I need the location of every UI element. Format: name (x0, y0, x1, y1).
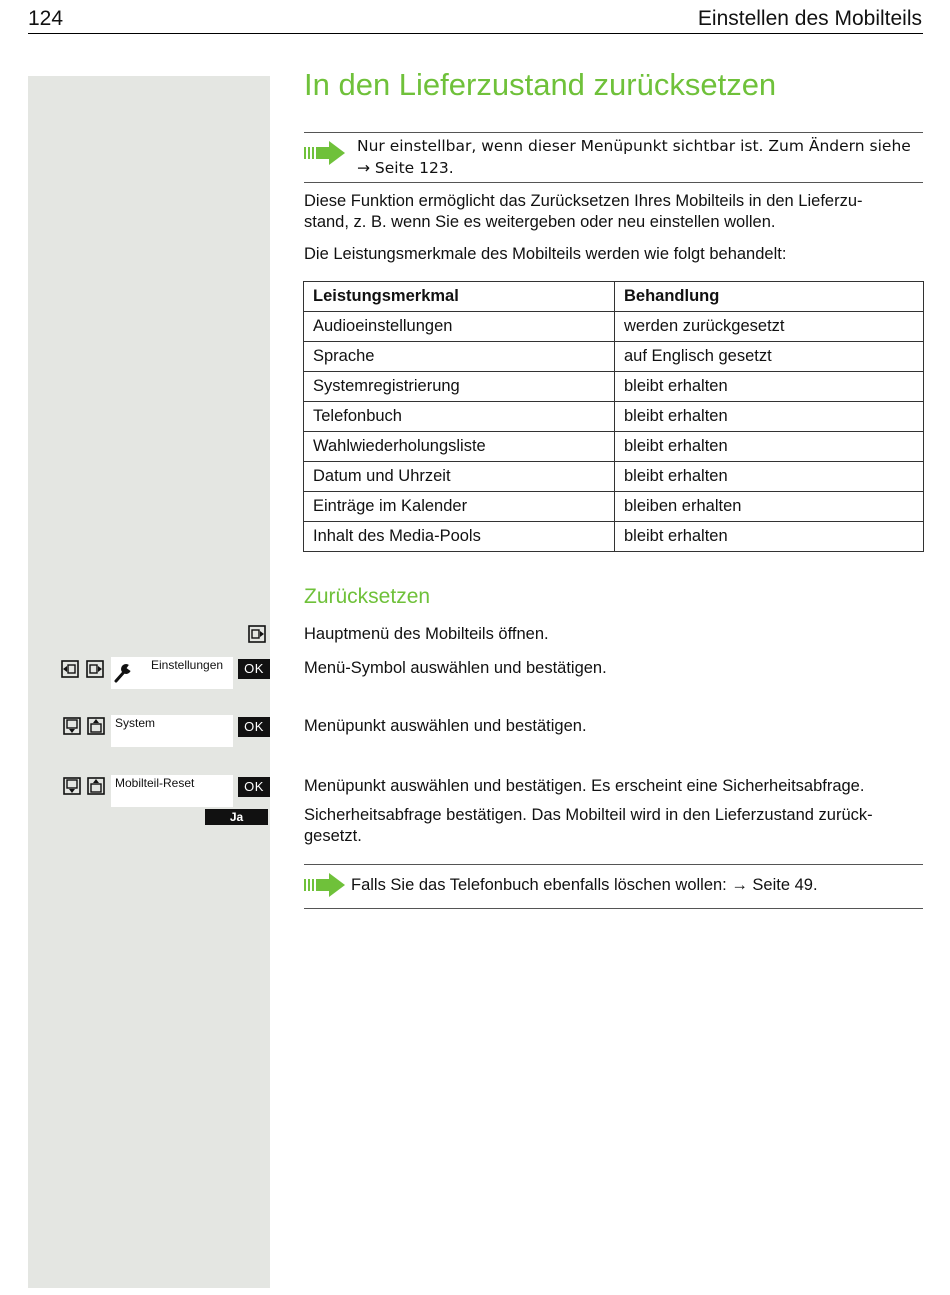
intro-paragraph: Diese Funktion ermöglicht das Zurücksetzen Ihres Mobilteils in den Lieferzu- stand, z. B. wenn Sie es weitergeben oder neu einstellen wollen. (304, 192, 863, 231)
page-number: 124 (28, 7, 64, 30)
table-cell: bleibt erhalten (615, 372, 924, 402)
section-subheading: Zurücksetzen (304, 585, 431, 608)
section-title: Einstellen des Mobilteils (697, 7, 922, 30)
display-system (111, 715, 233, 747)
table-cell: Audioeinstellungen (304, 312, 615, 342)
arrow-right-icon (304, 872, 346, 898)
nav-up-key-icon[interactable] (87, 717, 105, 735)
nav-up-key-icon[interactable] (87, 777, 105, 795)
header-rule (28, 33, 923, 34)
menu-key-icon[interactable] (248, 625, 266, 643)
display-einstellungen (111, 657, 233, 689)
table-cell: Systemregistrierung (304, 372, 615, 402)
table-cell: bleiben erhalten (615, 492, 924, 522)
ok-button[interactable]: OK (238, 717, 270, 737)
note-bottom-rule (304, 908, 923, 909)
ja-button[interactable]: Ja (205, 809, 268, 825)
display-label: System (115, 716, 156, 730)
note-text: Falls Sie das Telefonbuch ebenfalls löschen wollen: → Seite 49. (351, 876, 818, 894)
table-cell: Datum und Uhrzeit (304, 462, 615, 492)
table-cell: Wahlwiederholungsliste (304, 432, 615, 462)
note-text: Nur einstellbar, wenn dieser Menüpunkt sichtbar ist. Zum Ändern siehe → Seite 123. (357, 137, 911, 177)
nav-down-key-icon[interactable] (63, 717, 81, 735)
table-cell: Telefonbuch (304, 402, 615, 432)
feature-table (303, 281, 924, 552)
display-label: Einstellungen (151, 658, 224, 672)
table-row (304, 342, 924, 372)
note-top-rule (304, 864, 923, 865)
table-row (304, 402, 924, 432)
table-row (304, 492, 924, 522)
table-cell: bleibt erhalten (615, 432, 924, 462)
table-row (304, 312, 924, 342)
display-reset (111, 775, 233, 807)
intro-paragraph-2: Die Leistungsmerkmale des Mobilteils werden wie folgt behandelt: (304, 245, 787, 263)
arrow-right-icon (304, 140, 346, 166)
step-select-reset: Menüpunkt auswählen und bestätigen. Es erscheint eine Sicherheitsabfrage. (304, 777, 865, 795)
wrench-icon (113, 662, 133, 684)
table-header-row (304, 282, 924, 312)
table-cell: bleibt erhalten (615, 462, 924, 492)
step-confirm: Sicherheitsabfrage bestätigen. Das Mobilteil wird in den Lieferzustand zurück- gesetzt. (304, 806, 873, 845)
nav-down-key-icon[interactable] (63, 777, 81, 795)
note-top-rule (304, 132, 923, 133)
nav-left-key-icon[interactable] (61, 660, 79, 678)
table-cell: Sprache (304, 342, 615, 372)
step-select-system: Menüpunkt auswählen und bestätigen. (304, 717, 587, 735)
column-header: Leistungsmerkmal (304, 282, 615, 312)
table-row (304, 372, 924, 402)
table-cell: bleibt erhalten (615, 402, 924, 432)
ok-button[interactable]: OK (238, 777, 270, 797)
table-row (304, 462, 924, 492)
table-cell: auf Englisch gesetzt (615, 342, 924, 372)
table-cell: Einträge im Kalender (304, 492, 615, 522)
display-label: Mobilteil-Reset (115, 776, 195, 790)
table-row (304, 432, 924, 462)
table-cell: bleibt erhalten (615, 522, 924, 552)
table-cell: werden zurückgesetzt (615, 312, 924, 342)
step-select-icon: Menü-Symbol auswählen und bestätigen. (304, 659, 607, 677)
step-open-menu: Hauptmenü des Mobilteils öffnen. (304, 625, 549, 643)
ok-button[interactable]: OK (238, 659, 270, 679)
column-header: Behandlung (615, 282, 924, 312)
table-row (304, 522, 924, 552)
page-heading: In den Lieferzustand zurücksetzen (304, 67, 777, 102)
table-cell: Inhalt des Media-Pools (304, 522, 615, 552)
nav-right-key-icon[interactable] (86, 660, 104, 678)
note-bottom-rule (304, 182, 923, 183)
